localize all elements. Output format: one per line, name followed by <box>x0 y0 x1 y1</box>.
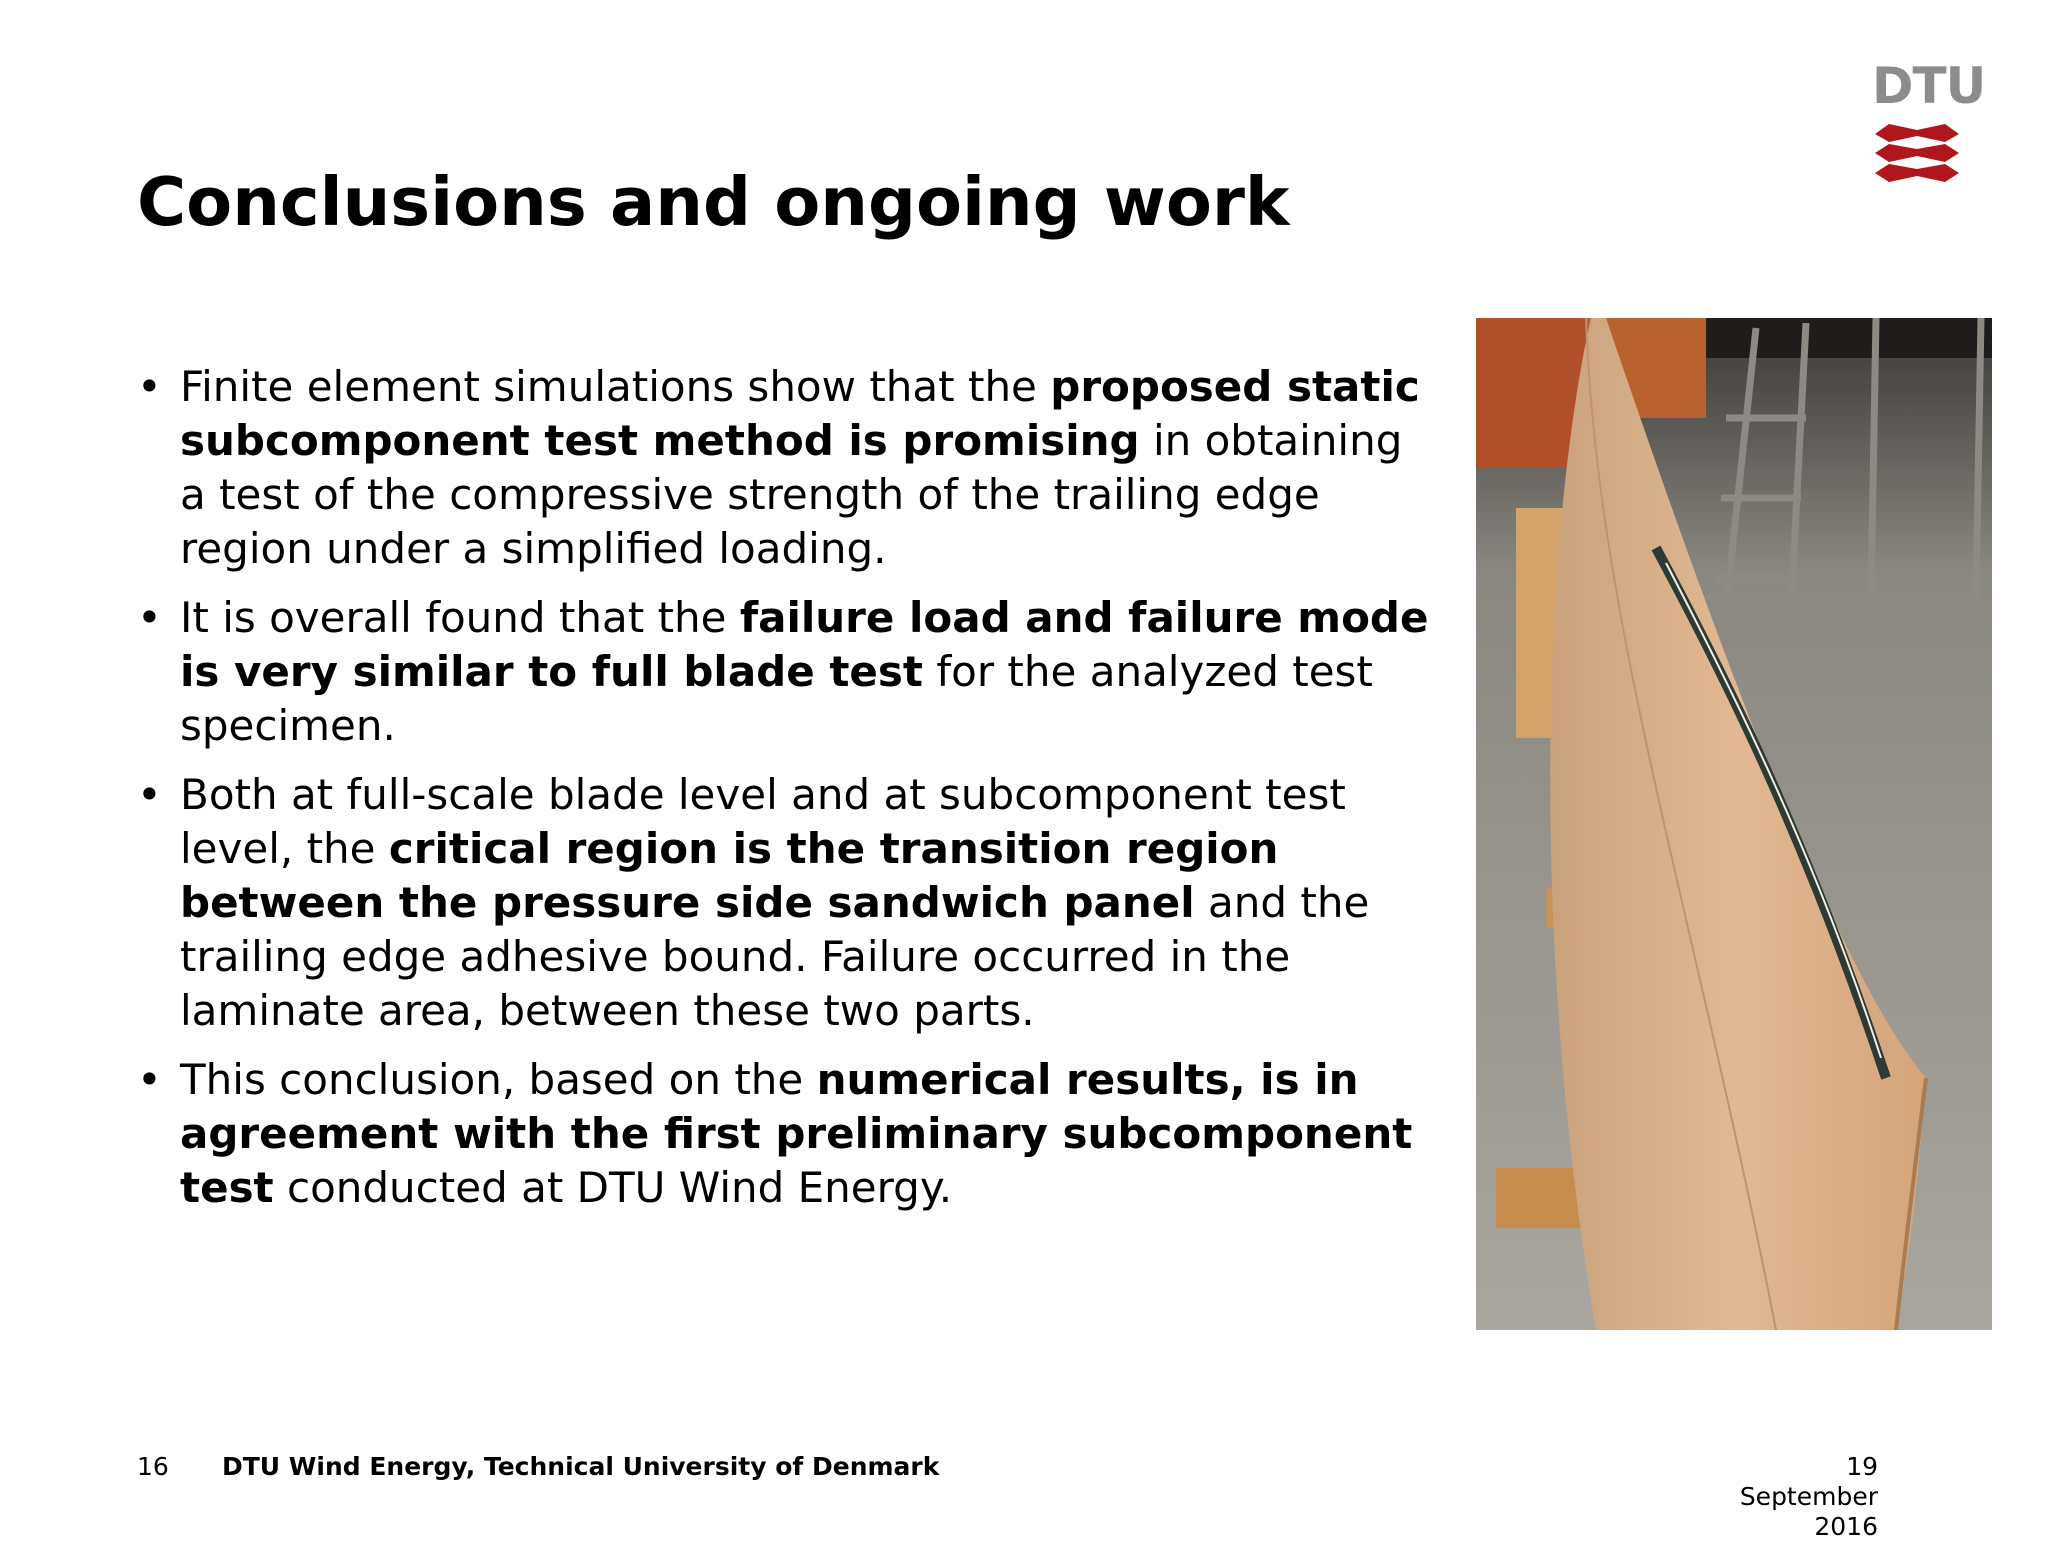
bullet-item <box>137 360 1437 576</box>
bullet-text: for the analyzed test specimen. <box>180 647 1373 750</box>
bullet-text: Finite element simulations show that the <box>180 362 1051 411</box>
bullet-text-bold: numerical results, is in agreement with the first preliminary subcomponent test <box>180 1055 1413 1212</box>
logo-text: DTU <box>1872 57 1986 115</box>
slide-title: Conclusions and ongoing work <box>137 163 1290 241</box>
blade-test-photo <box>1476 318 1992 1330</box>
dtu-logo <box>1872 57 1986 186</box>
page-number: 16 <box>137 1452 169 1481</box>
bullet-text-bold: critical region is the transition region between the pressure side sandwich panel <box>180 824 1279 927</box>
bullet-item <box>137 591 1437 753</box>
conclusion-list <box>137 360 1437 1230</box>
bullet-text: This conclusion, based on the <box>180 1055 817 1104</box>
blade-photo-illustration <box>1476 318 1992 1330</box>
bullet-text: conducted at DTU Wind Energy. <box>273 1163 953 1212</box>
bullet-item <box>137 1053 1437 1215</box>
footer-organization: DTU Wind Energy, Technical University of Denmark <box>222 1452 940 1481</box>
bullet-text: It is overall found that the <box>180 593 740 642</box>
date-day: 19 <box>1846 1452 1878 1481</box>
date-year: 2016 <box>1814 1512 1878 1541</box>
bullet-text: and the trailing edge adhesive bound. Failure occurred in the laminate area, between these two parts. <box>180 878 1370 1035</box>
bullet-text: in obtaining a test of the compressive strength of the trailing edge region under a simplified loading. <box>180 416 1403 573</box>
dtu-logo-mark-icon <box>1875 120 1959 186</box>
date-month: September <box>1739 1482 1878 1511</box>
bullet-text-bold: failure load and failure mode is very similar to full blade test <box>180 593 1429 696</box>
footer-date <box>1678 1452 1878 1542</box>
bullet-text-bold: proposed static subcomponent test method is promising <box>180 362 1420 465</box>
bullet-text: Both at full-scale blade level and at subcomponent test level, the <box>180 770 1346 873</box>
bullet-item <box>137 768 1437 1038</box>
